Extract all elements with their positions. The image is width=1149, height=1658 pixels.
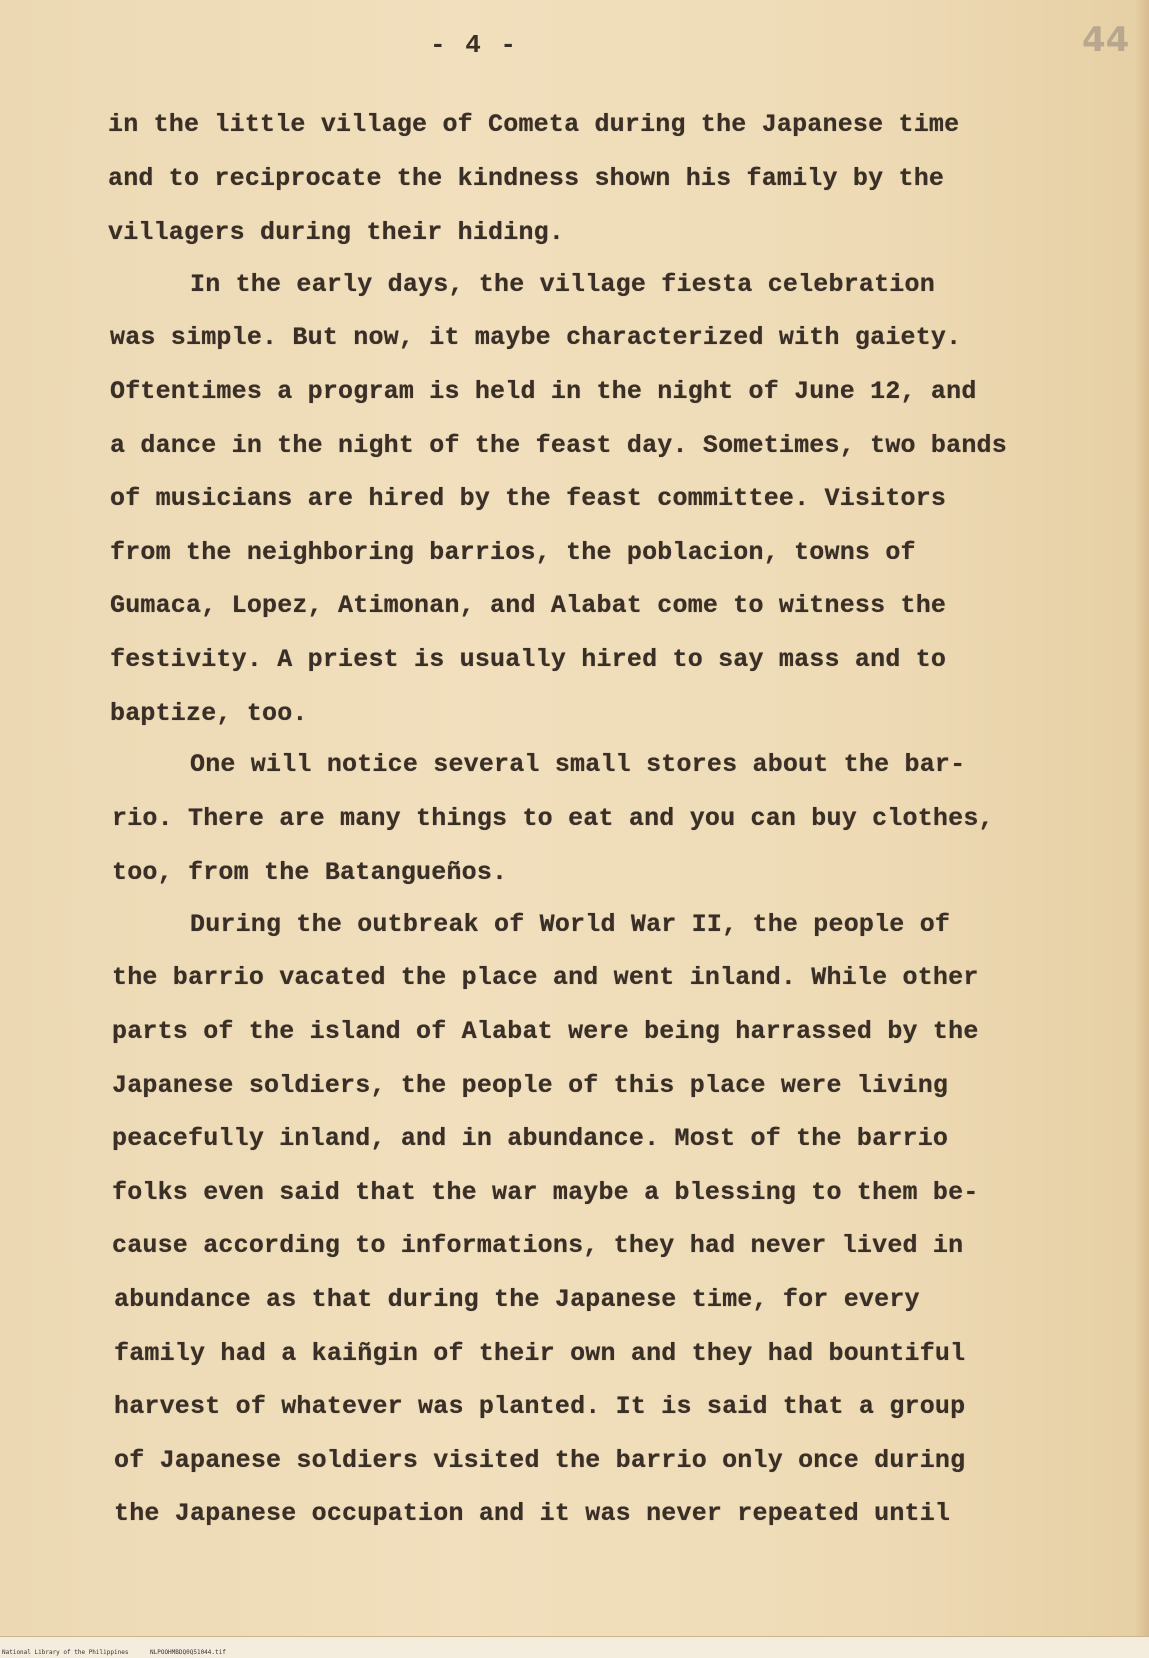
text-line: a dance in the night of the feast day. Sometimes, two bands	[110, 431, 1007, 460]
page-number: - 4 -	[430, 30, 519, 60]
text-line: in the little village of Cometa during the Japanese time	[108, 110, 960, 139]
text-line: too, from the Batangueños.	[112, 858, 508, 887]
text-line: parts of the island of Alabat were being harrassed by the	[112, 1017, 979, 1046]
text-line: the barrio vacated the place and went inland. While other	[112, 963, 979, 992]
text-line: was simple. But now, it maybe characterized with gaiety.	[110, 323, 962, 352]
text-line: abundance as that during the Japanese time, for every	[114, 1285, 920, 1314]
text-line: peacefully inland, and in abundance. Most of the barrio	[112, 1124, 949, 1153]
text-line: of Japanese soldiers visited the barrio only once during	[114, 1446, 966, 1475]
text-line: festivity. A priest is usually hired to say mass and to	[110, 645, 947, 674]
text-line: rio. There are many things to eat and you can buy clothes,	[112, 804, 994, 833]
file-label: NLPOOHMBDQ0Q51044.tif	[150, 1649, 226, 1656]
page-edge-shadow	[1135, 0, 1149, 1636]
text-line: Gumaca, Lopez, Atimonan, and Alabat come to witness the	[110, 591, 947, 620]
text-line: One will notice several small stores about the bar-	[190, 750, 966, 779]
text-line: and to reciprocate the kindness shown his family by the	[108, 164, 945, 193]
library-label: National Library of the Philippines	[2, 1649, 129, 1656]
text-line: baptize, too.	[110, 699, 308, 728]
text-line: cause according to informations, they had never lived in	[112, 1231, 964, 1260]
stamped-page-number: 44	[1082, 20, 1130, 60]
text-line: of musicians are hired by the feast committee. Visitors	[110, 484, 947, 513]
text-line: Japanese soldiers, the people of this place were living	[112, 1071, 949, 1100]
text-line: In the early days, the village fiesta celebration	[190, 270, 935, 299]
text-line: the Japanese occupation and it was never repeated until	[114, 1499, 951, 1528]
text-line: folks even said that the war maybe a blessing to them be-	[112, 1178, 979, 1207]
text-line: harvest of whatever was planted. It is said that a group	[114, 1392, 966, 1421]
text-line: villagers during their hiding.	[108, 218, 565, 247]
text-line: family had a kaiñgin of their own and they had bountiful	[114, 1339, 966, 1368]
text-line: from the neighboring barrios, the poblacion, towns of	[110, 538, 916, 567]
text-line: Oftentimes a program is held in the night of June 12, and	[110, 377, 977, 406]
text-line: During the outbreak of World War II, the people of	[190, 910, 951, 939]
